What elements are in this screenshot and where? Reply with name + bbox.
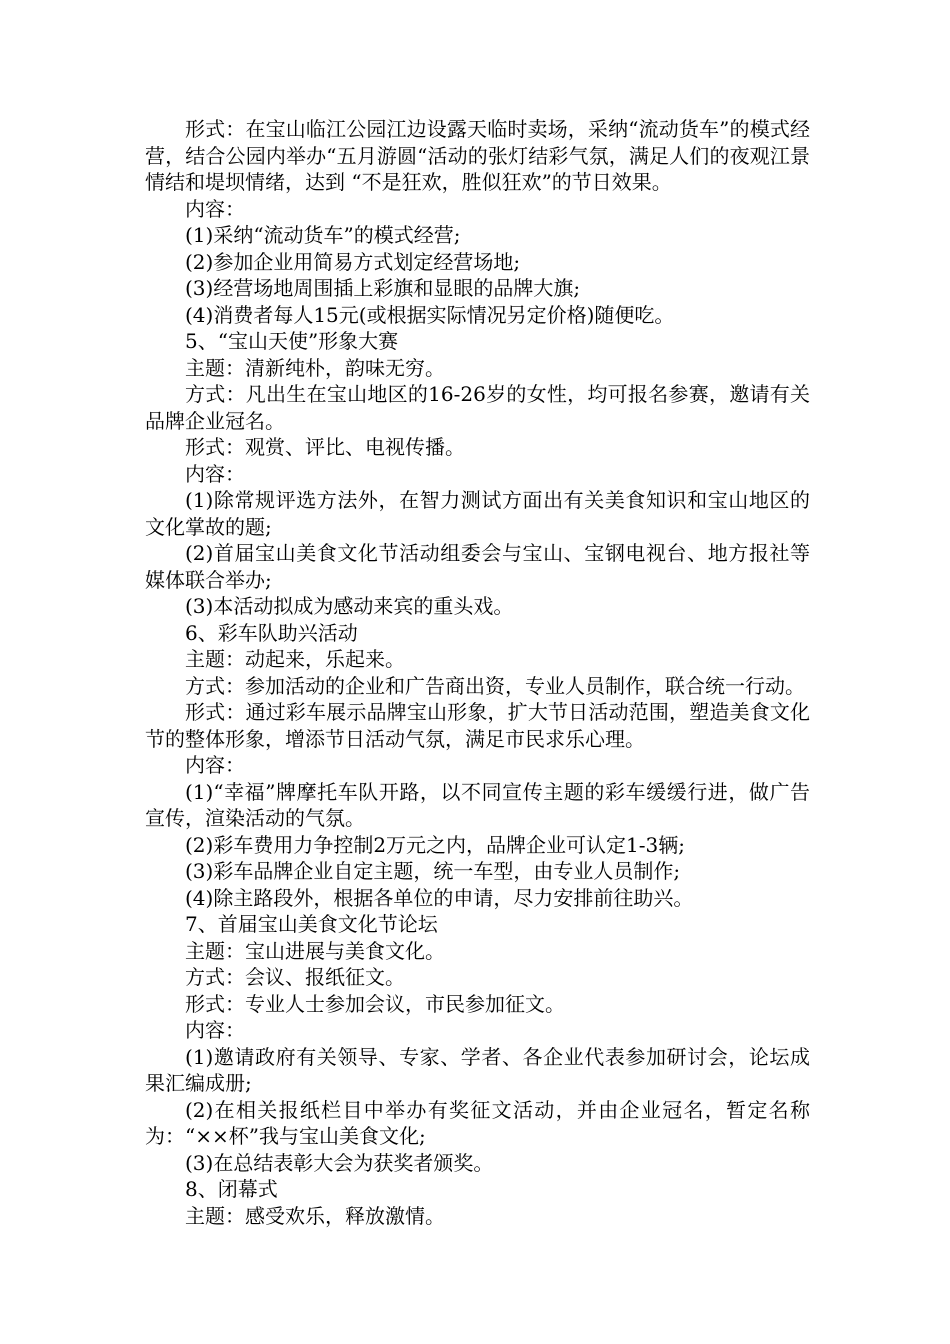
paragraph-item: (3)经营场地周围插上彩旗和显眼的品牌大旗; xyxy=(185,276,581,300)
paragraph-form: 形式：专业人士参加会议，市民参加征文。 xyxy=(185,991,565,1016)
section-heading: 6、彩车队助兴活动 xyxy=(185,620,358,645)
paragraph-method: 方式：会议、报纸征文。 xyxy=(185,965,405,989)
section-heading: 8、闭幕式 xyxy=(185,1177,278,1201)
paragraph-item: (4)除主路段外，根据各单位的申请，尽力安排前往助兴。 xyxy=(185,885,694,910)
paragraph-item: (3)在总结表彰大会为获奖者颁奖。 xyxy=(185,1150,494,1175)
paragraph-content-heading: 内容： xyxy=(185,1018,245,1042)
paragraph-item: (4)消费者每人15元(或根据实际情况另定价格)随便吃。 xyxy=(185,302,675,327)
paragraph-item: (2)首届宝山美食文化节活动组委会与宝山、宝钢电视台、地方报社等媒体联合举办; xyxy=(145,541,810,592)
paragraph-theme: 主题：感受欢乐，释放激情。 xyxy=(185,1203,445,1228)
paragraph-item: (1)除常规评选方法外，在智力测试方面出有关美食知识和宝山地区的文化掌故的题; xyxy=(145,488,810,539)
paragraph-item: (3)彩车品牌企业自定主题，统一车型，由专业人员制作; xyxy=(185,859,681,883)
section-heading: 7、首届宝山美食文化节论坛 xyxy=(185,912,438,936)
paragraph-item: (1)采纳“流动货车”的模式经营; xyxy=(185,223,461,247)
paragraph-content-heading: 内容： xyxy=(185,196,245,221)
paragraph-form-intro: 形式：在宝山临江公园江边设露天临时卖场，采纳“流动货车”的模式经营，结合公园内举办“五月游圆“活动的张灯结彩气氛，满足人们的夜观江景情结和堤坝情绪，达到 “不是狂欢，胜似狂欢”的节日效果。 xyxy=(145,117,810,194)
paragraph-theme: 主题：动起来，乐起来。 xyxy=(185,647,405,671)
paragraph-item: (2)彩车费用力争控制2万元之内，品牌企业可认定1-3辆; xyxy=(185,832,685,857)
paragraph-content-heading: 内容： xyxy=(185,461,245,486)
paragraph-form: 形式：观赏、评比、电视传播。 xyxy=(185,435,465,459)
paragraph-method: 方式：参加活动的企业和广告商出资，专业人员制作，联合统一行动。 xyxy=(185,673,805,698)
paragraph-item: (2)在相关报纸栏目中举办有奖征文活动，并由企业冠名，暂定名称为：“××杯”我与宝山美食文化; xyxy=(145,1097,810,1148)
paragraph-method: 方式：凡出生在宝山地区的16-26岁的女性，均可报名参赛，邀请有关品牌企业冠名。 xyxy=(145,382,810,433)
document-body xyxy=(145,116,810,1229)
paragraph-item: (1)邀请政府有关领导、专家、学者、各企业代表参加研讨会，论坛成果汇编成册; xyxy=(145,1044,810,1095)
section-heading: 5、“宝山天使”形象大赛 xyxy=(185,329,399,353)
paragraph-item: (3)本活动拟成为感动来宾的重头戏。 xyxy=(185,594,514,618)
paragraph-theme: 主题：清新纯朴，韵味无穷。 xyxy=(185,355,445,380)
paragraph-content-heading: 内容： xyxy=(185,753,245,777)
paragraph-item: (2)参加企业用简易方式划定经营场地; xyxy=(185,249,521,274)
paragraph-theme: 主题：宝山进展与美食文化。 xyxy=(185,938,445,963)
paragraph-item: (1)“幸福”牌摩托车队开路，以不同宣传主题的彩车缓缓行进，做广告宣传，渲染活动的气氛。 xyxy=(145,779,810,830)
paragraph-form: 形式：通过彩车展示品牌宝山形象，扩大节日活动范围，塑造美食文化节的整体形象，增添节日活动气氛，满足市民求乐心理。 xyxy=(145,700,810,751)
